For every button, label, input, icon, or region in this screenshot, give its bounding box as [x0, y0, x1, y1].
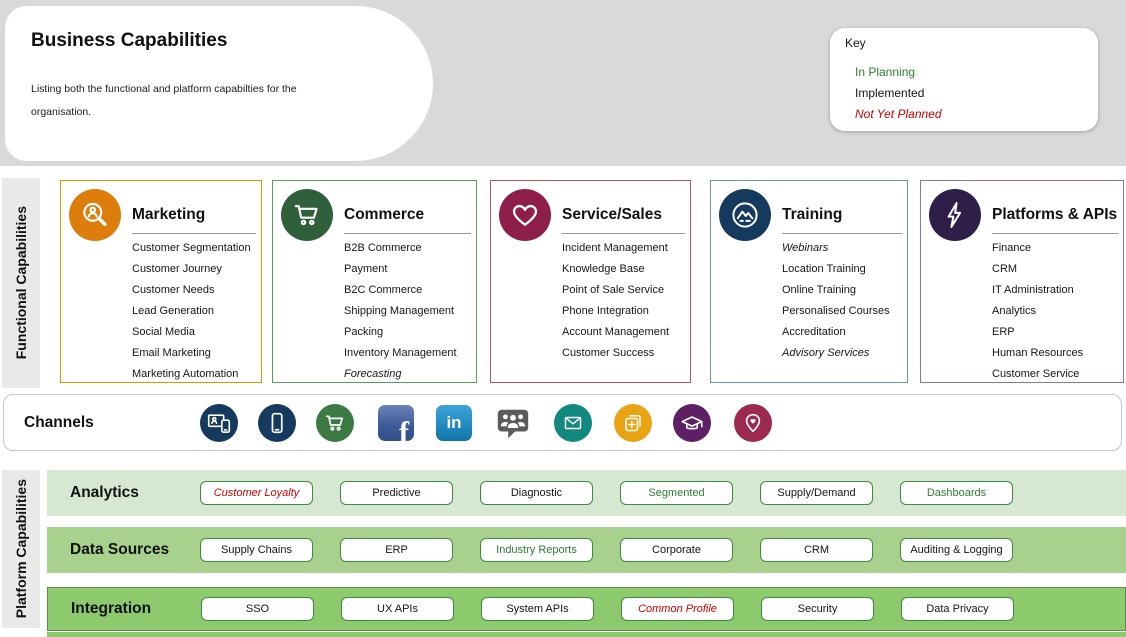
- capability-item: Finance: [992, 242, 1032, 254]
- capability-item: Customer Success: [562, 347, 655, 359]
- pill-system-apis[interactable]: System APIs: [481, 597, 594, 621]
- capability-item: Incident Management: [562, 242, 668, 254]
- pill-crm[interactable]: CRM: [760, 538, 873, 562]
- smartphone-icon[interactable]: [258, 404, 296, 442]
- divider: [992, 233, 1118, 234]
- pill-predictive[interactable]: Predictive: [340, 481, 453, 505]
- platform-capabilities-band: [2, 470, 40, 628]
- data-sources-band: [47, 527, 1126, 573]
- lightning-icon: [929, 189, 981, 241]
- capability-item-list: [344, 238, 457, 385]
- capability-item: Location Training: [782, 263, 866, 275]
- capability-title: Platforms & APIs: [992, 206, 1118, 223]
- capability-item: Online Training: [782, 284, 856, 296]
- pill-security[interactable]: Security: [761, 597, 874, 621]
- pill-dashboards[interactable]: Dashboards: [900, 481, 1013, 505]
- data-sources-label: Data Sources: [70, 541, 170, 558]
- legend-item: Implemented: [855, 86, 925, 100]
- functional-capabilities-label: Functional Capabilities: [13, 206, 29, 360]
- divider: [562, 233, 685, 234]
- capability-item: Accreditation: [782, 326, 846, 338]
- capability-item: Packing: [344, 326, 384, 338]
- capability-item: CRM: [992, 263, 1018, 275]
- capability-item: Payment: [344, 263, 388, 275]
- platform-capabilities-label: Platform Capabilities: [13, 479, 29, 619]
- pill-supply-chains[interactable]: Supply Chains: [200, 538, 313, 562]
- capability-item: Customer Journey: [132, 263, 222, 275]
- header-card: [5, 6, 433, 161]
- capability-box-commerce[interactable]: [272, 180, 477, 383]
- pill-supply-demand[interactable]: Supply/Demand: [760, 481, 873, 505]
- capability-item: Personalised Courses: [782, 305, 890, 317]
- capability-item-list: [782, 238, 890, 364]
- capability-item-list: [992, 238, 1083, 385]
- pill-data-privacy[interactable]: Data Privacy: [901, 597, 1014, 621]
- heart-pin-icon[interactable]: [734, 404, 772, 442]
- legend-box: [830, 28, 1098, 131]
- capability-item: ERP: [992, 326, 1015, 338]
- page-title: Business Capabilities: [31, 30, 228, 51]
- capability-item: Email Marketing: [132, 347, 211, 359]
- divider: [782, 233, 902, 234]
- linkedin-icon[interactable]: [436, 405, 472, 441]
- divider: [132, 233, 256, 234]
- channels-label: Channels: [24, 413, 94, 431]
- capability-box-training[interactable]: [710, 180, 908, 383]
- capability-item-list: [132, 238, 251, 385]
- page-subtitle: Listing both the functional and platform capabilties for the organisation.: [31, 83, 297, 118]
- capability-item: Knowledge Base: [562, 263, 645, 275]
- capability-item-list: [562, 238, 669, 364]
- analytics-band: [47, 470, 1126, 516]
- capability-item: Marketing Automation: [132, 368, 239, 380]
- capability-title: Training: [782, 206, 843, 223]
- legend-title: Key: [845, 36, 866, 50]
- capability-title: Service/Sales: [562, 206, 662, 223]
- analytics-label: Analytics: [70, 484, 139, 501]
- capability-item: Advisory Services: [782, 347, 870, 359]
- capability-item: Phone Integration: [562, 305, 649, 317]
- integration-band: [47, 587, 1126, 631]
- functional-capabilities-band: [2, 178, 40, 388]
- pill-segmented[interactable]: Segmented: [620, 481, 733, 505]
- cart-icon[interactable]: [316, 404, 354, 442]
- capability-item: Social Media: [132, 326, 195, 338]
- capability-item: B2C Commerce: [344, 284, 423, 296]
- legend-item: Not Yet Planned: [855, 107, 942, 121]
- pill-erp[interactable]: ERP: [340, 538, 453, 562]
- heart-icon: [499, 189, 551, 241]
- capability-item: Customer Segmentation: [132, 242, 251, 254]
- linkedin-in-glyph: in: [446, 413, 462, 432]
- facebook-f-glyph: f: [399, 416, 409, 441]
- capability-title: Marketing: [132, 206, 206, 223]
- envelope-icon[interactable]: [554, 404, 592, 442]
- capability-item: Human Resources: [992, 347, 1084, 359]
- divider: [344, 233, 471, 234]
- capability-item: Customer Needs: [132, 284, 215, 296]
- capability-title: Commerce: [344, 206, 425, 223]
- pill-common-profile[interactable]: Common Profile: [621, 597, 734, 621]
- capability-item: Shipping Management: [344, 305, 455, 317]
- monitor-phone-icon[interactable]: [200, 404, 238, 442]
- pill-corporate[interactable]: Corporate: [620, 538, 733, 562]
- pill-auditing-logging[interactable]: Auditing & Logging: [900, 538, 1013, 562]
- pill-customer-loyalty[interactable]: Customer Loyalty: [200, 481, 313, 505]
- capability-box-marketing[interactable]: [60, 180, 262, 383]
- integration-label: Integration: [71, 600, 152, 617]
- shopping-cart-icon: [281, 189, 333, 241]
- pill-ux-apis[interactable]: UX APIs: [341, 597, 454, 621]
- capability-item: IT Administration: [992, 284, 1074, 296]
- capability-item: Customer Service: [992, 368, 1080, 380]
- integration-band-overflow: [47, 632, 1126, 637]
- capability-item: Forecasting: [344, 368, 402, 380]
- capability-box-platforms-apis[interactable]: [920, 180, 1124, 383]
- capability-item: Account Management: [562, 326, 670, 338]
- channels-row: [3, 394, 1122, 451]
- graduation-cap-icon[interactable]: [673, 404, 711, 442]
- capability-item: Webinars: [782, 242, 829, 254]
- capability-item: Analytics: [992, 305, 1037, 317]
- capability-item: B2B Commerce: [344, 242, 422, 254]
- add-document-icon[interactable]: [614, 404, 652, 442]
- capability-item: Point of Sale Service: [562, 284, 665, 296]
- mountain-badge-icon: [719, 189, 771, 241]
- pill-sso[interactable]: SSO: [201, 597, 314, 621]
- people-chat-icon[interactable]: [494, 404, 532, 442]
- person-search-icon: [69, 189, 121, 241]
- facebook-icon[interactable]: [378, 405, 414, 441]
- capability-box-service-sales[interactable]: [490, 180, 691, 383]
- pill-diagnostic[interactable]: Diagnostic: [480, 481, 593, 505]
- pill-industry-reports[interactable]: Industry Reports: [480, 538, 593, 562]
- capability-item: Lead Generation: [132, 305, 214, 317]
- capability-item: Inventory Management: [344, 347, 457, 359]
- legend-item: In Planning: [855, 65, 916, 79]
